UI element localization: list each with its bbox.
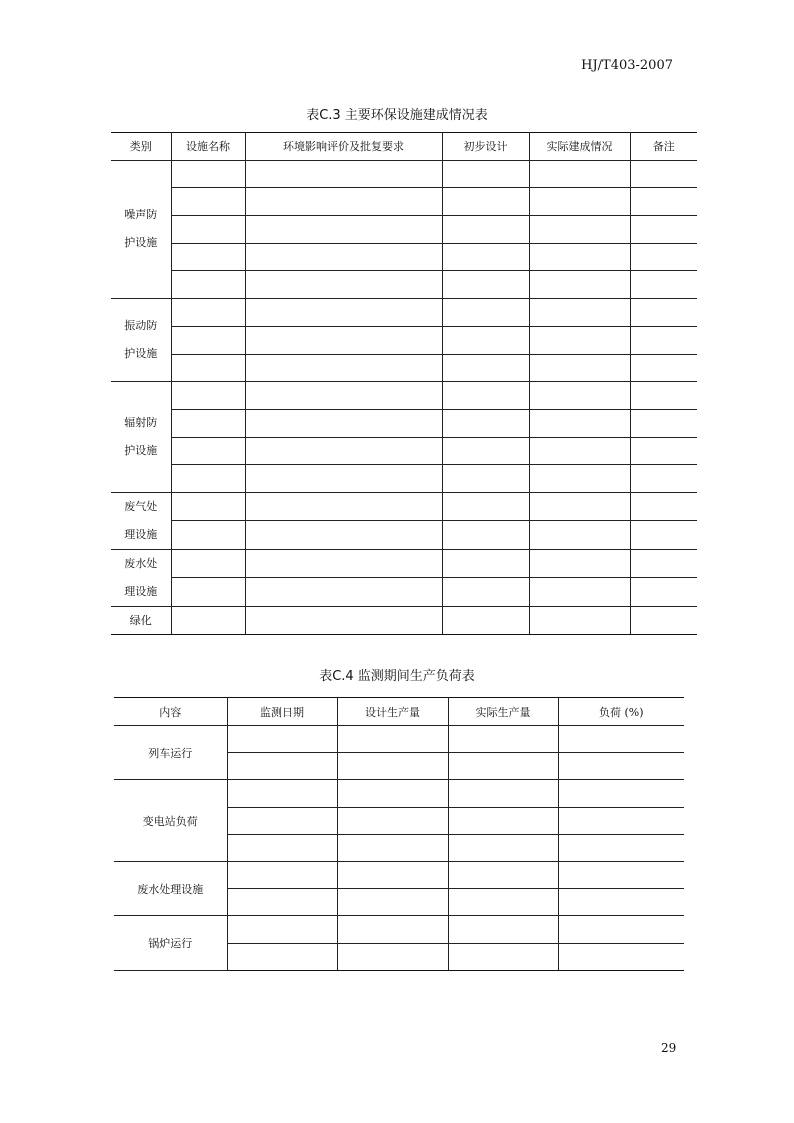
table-cell [171,188,245,216]
table-cell [227,753,337,780]
category-greening: 绿化 [111,606,171,634]
table-row [111,409,697,437]
table-cell [171,549,245,578]
table-cell [245,409,442,437]
table-cell [442,409,529,437]
table-cell [171,299,245,327]
table-cell [558,943,684,970]
table-row [111,354,697,382]
table-cell [558,807,684,834]
table-cell [529,465,630,493]
table-cell [630,409,697,437]
table-cell [448,753,558,780]
table-cell [630,271,697,299]
col-header-preliminary-design: 初步设计 [442,133,529,161]
table-cell [529,409,630,437]
table-row [114,726,684,753]
table-cell [630,354,697,382]
table-cell [245,437,442,465]
table-cell [227,916,337,943]
table-cell [245,243,442,271]
table-cell [448,916,558,943]
table-row [111,521,697,550]
table-row [111,271,697,299]
table-cell [448,861,558,888]
table-cell [171,465,245,493]
table-cell [442,465,529,493]
category-label-line1: 辐射防 [124,416,158,430]
category-label-line2: 理设施 [124,527,158,541]
category-label-line1: 废气处 [124,499,158,513]
table-cell [171,243,245,271]
table-c3-header-row [111,133,697,161]
table-cell [171,409,245,437]
table-row [111,188,697,216]
category-radiation [111,382,171,493]
table-cell [245,382,442,410]
table-row [114,780,684,807]
document-code: HJ/T403-2007 [581,58,673,73]
table-cell [442,160,529,188]
table-cell [448,780,558,807]
table-c4-title: 表C.4 监测期间生产负荷表 [319,669,475,684]
table-row [111,299,697,327]
table-cell [529,354,630,382]
table-row [111,437,697,465]
table-cell [171,492,245,521]
category-exhaust-gas [111,492,171,549]
table-cell [442,606,529,634]
col-header-load-percent: 负荷 (%) [558,698,684,726]
table-cell [529,521,630,550]
table-cell [227,943,337,970]
table-row [111,578,697,607]
table-cell [442,354,529,382]
table-cell [245,299,442,327]
table-cell [245,549,442,578]
table-cell [337,753,448,780]
table-cell [337,943,448,970]
table-cell [630,549,697,578]
table-cell [529,216,630,244]
col-header-eia-requirements: 环境影响评价及批复要求 [245,133,442,161]
table-cell [529,188,630,216]
table-cell [442,549,529,578]
table-cell [630,188,697,216]
table-cell [171,521,245,550]
table-cell [245,326,442,354]
table-cell [448,726,558,753]
col-header-design-output: 设计生产量 [337,698,448,726]
table-cell [630,326,697,354]
content-substation-load: 变电站负荷 [114,780,227,862]
table-cell [442,243,529,271]
col-header-category: 类别 [111,133,171,161]
table-c3 [111,132,697,635]
table-cell [529,299,630,327]
table-cell [630,299,697,327]
table-c4-header-row [114,698,684,726]
table-cell [337,916,448,943]
table-cell [529,606,630,634]
table-cell [337,889,448,916]
table-cell [337,861,448,888]
table-cell [529,578,630,607]
table-cell [448,807,558,834]
table-row [111,465,697,493]
table-cell [442,216,529,244]
table-cell [448,889,558,916]
col-header-facility-name: 设施名称 [171,133,245,161]
table-cell [442,578,529,607]
table-cell [558,861,684,888]
table-cell [442,492,529,521]
table-cell [630,160,697,188]
table-cell [630,492,697,521]
table-cell [245,271,442,299]
table-cell [558,834,684,861]
category-label-line2: 理设施 [124,584,158,598]
category-label-line2: 护设施 [124,236,158,250]
table-cell [227,780,337,807]
table-cell [245,578,442,607]
table-row [114,916,684,943]
table-cell [171,606,245,634]
table-cell [171,578,245,607]
table-cell [337,807,448,834]
table-row [111,160,697,188]
table-cell [558,916,684,943]
table-cell [630,606,697,634]
table-cell [529,382,630,410]
page-number: 29 [661,1041,677,1055]
table-cell [630,521,697,550]
table-cell [227,834,337,861]
table-cell [171,437,245,465]
content-wastewater-facility: 废水处理设施 [114,861,227,915]
table-row [111,243,697,271]
table-cell [245,188,442,216]
category-noise [111,160,171,298]
category-label-line1: 振动防 [124,319,158,333]
table-row [111,606,697,634]
table-cell [171,216,245,244]
table-cell [448,834,558,861]
table-cell [558,889,684,916]
table-cell [442,326,529,354]
table-cell [442,437,529,465]
table-cell [529,160,630,188]
table-cell [442,188,529,216]
table-cell [529,243,630,271]
table-cell [245,354,442,382]
category-label-line1: 废水处 [124,556,158,570]
table-cell [227,807,337,834]
table-cell [337,780,448,807]
table-c3-title: 表C.3 主要环保设施建成情况表 [306,108,488,123]
table-cell [558,780,684,807]
table-c4 [114,697,684,971]
table-cell [442,521,529,550]
category-label-line2: 护设施 [124,444,158,458]
table-cell [171,271,245,299]
table-cell [245,492,442,521]
table-cell [245,465,442,493]
table-cell [630,437,697,465]
table-cell [171,326,245,354]
table-cell [442,271,529,299]
content-train-operation: 列车运行 [114,726,227,780]
table-cell [171,354,245,382]
category-wastewater [111,549,171,606]
table-cell [558,726,684,753]
table-cell [245,160,442,188]
table-cell [245,216,442,244]
table-cell [227,861,337,888]
table-row [111,326,697,354]
col-header-actual-construction: 实际建成情况 [529,133,630,161]
table-cell [442,299,529,327]
table-row [114,861,684,888]
table-cell [630,578,697,607]
category-label-line1: 噪声防 [124,208,158,222]
category-label-line2: 护设施 [124,347,158,361]
table-row [111,492,697,521]
table-cell [245,521,442,550]
table-cell [442,382,529,410]
table-cell [529,271,630,299]
table-cell [227,726,337,753]
table-cell [529,437,630,465]
table-row [111,216,697,244]
table-cell [630,382,697,410]
table-row [111,382,697,410]
col-header-monitoring-date: 监测日期 [227,698,337,726]
col-header-remarks: 备注 [630,133,697,161]
table-cell [529,492,630,521]
content-boiler-operation: 锅炉运行 [114,916,227,970]
table-cell [529,326,630,354]
table-cell [529,549,630,578]
table-cell [630,243,697,271]
table-cell [227,889,337,916]
table-row [111,549,697,578]
table-cell [337,726,448,753]
table-cell [630,216,697,244]
table-cell [558,753,684,780]
col-header-actual-output: 实际生产量 [448,698,558,726]
table-cell [337,834,448,861]
table-cell [448,943,558,970]
col-header-content: 内容 [114,698,227,726]
table-cell [630,465,697,493]
table-cell [171,382,245,410]
table-cell [245,606,442,634]
table-cell [171,160,245,188]
category-vibration [111,299,171,382]
